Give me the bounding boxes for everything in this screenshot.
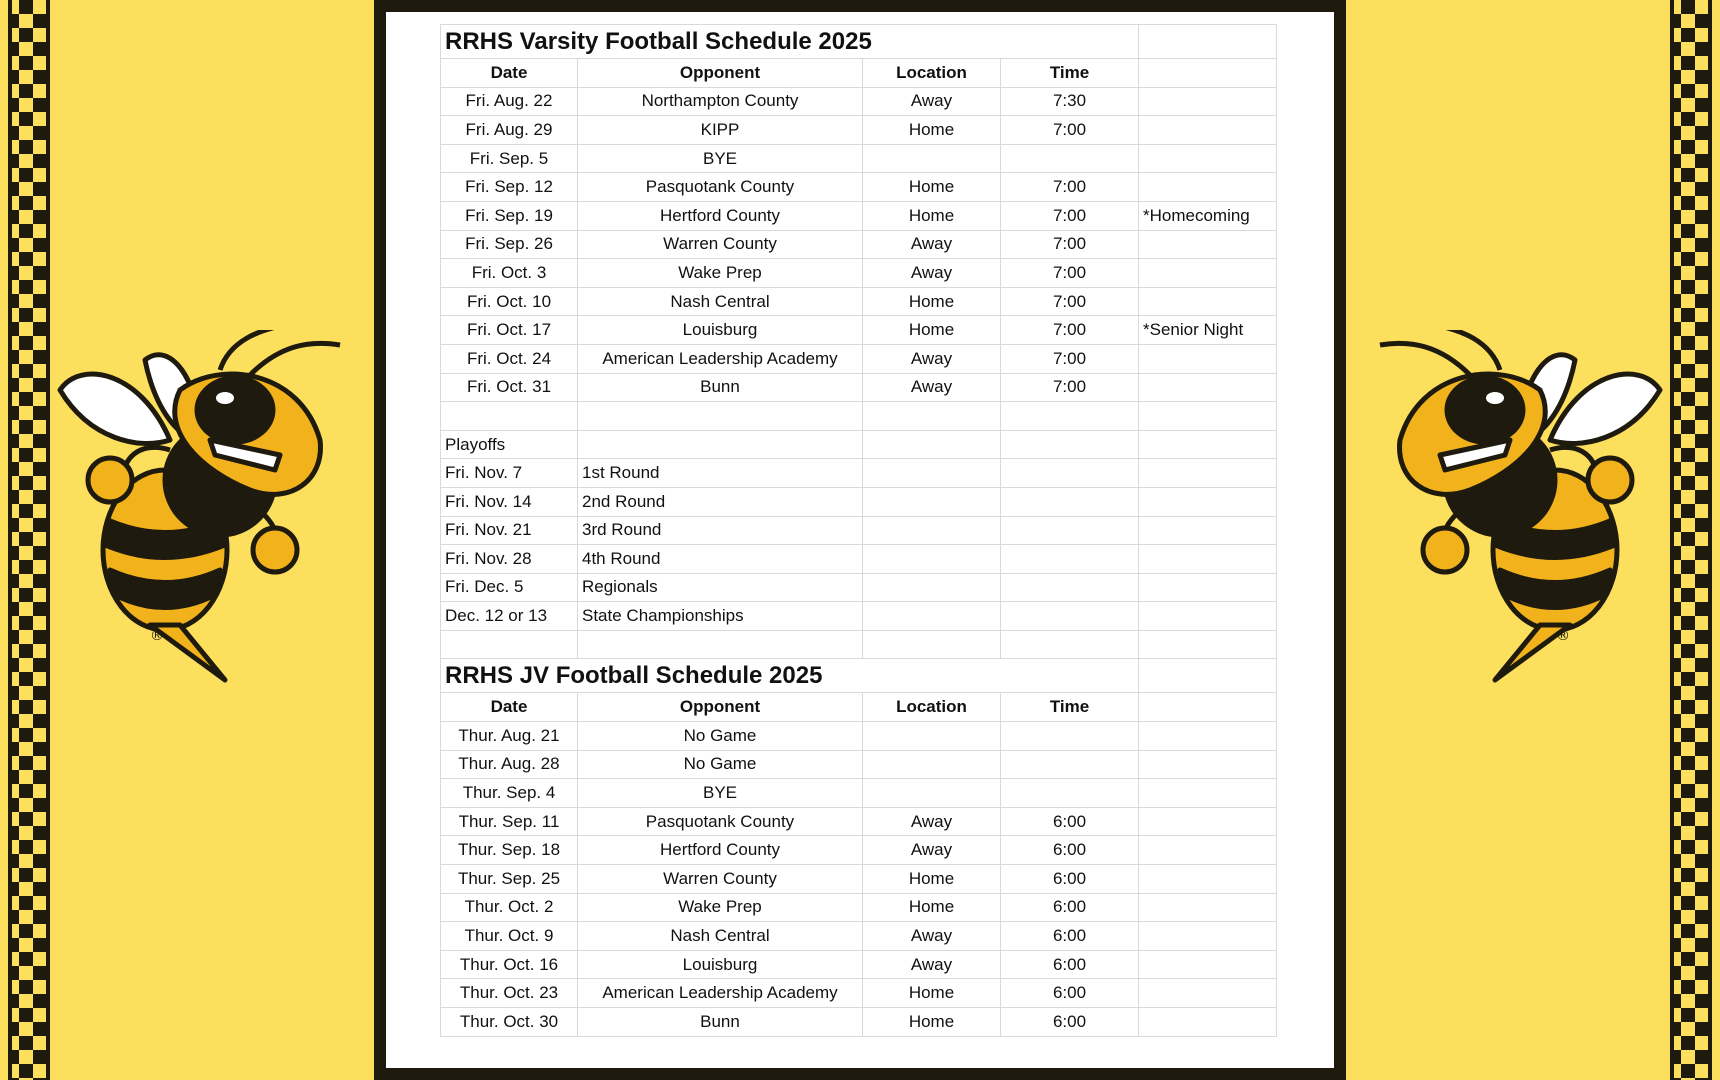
game-location: Away <box>863 87 1001 116</box>
varsity-title-row <box>441 25 1277 59</box>
game-date: Thur. Sep. 18 <box>441 836 578 865</box>
empty-cell <box>1001 459 1139 488</box>
empty-cell <box>1139 659 1277 693</box>
schedule-panel <box>374 0 1346 1080</box>
game-location <box>863 144 1001 173</box>
game-opponent: Warren County <box>578 230 863 259</box>
game-location: Home <box>863 893 1001 922</box>
game-note <box>1139 259 1277 288</box>
game-note: *Senior Night <box>1139 316 1277 345</box>
playoff-row <box>441 459 1277 488</box>
game-date: Thur. Oct. 9 <box>441 922 578 951</box>
varsity-game-row <box>441 201 1277 230</box>
game-opponent: Wake Prep <box>578 259 863 288</box>
game-opponent: Wake Prep <box>578 893 863 922</box>
game-time: 6:00 <box>1001 950 1139 979</box>
empty-cell <box>863 545 1001 574</box>
playoff-round: 1st Round <box>578 459 863 488</box>
game-time: 7:00 <box>1001 373 1139 402</box>
game-time: 6:00 <box>1001 1008 1139 1037</box>
game-location: Away <box>863 807 1001 836</box>
empty-cell <box>1139 573 1277 602</box>
game-note <box>1139 173 1277 202</box>
game-time: 6:00 <box>1001 979 1139 1008</box>
game-date: Thur. Aug. 21 <box>441 722 578 751</box>
game-opponent: Warren County <box>578 865 863 894</box>
empty-cell <box>863 602 1001 631</box>
varsity-title: RRHS Varsity Football Schedule 2025 <box>441 25 1139 59</box>
game-opponent: Pasquotank County <box>578 807 863 836</box>
playoff-round: 4th Round <box>578 545 863 574</box>
game-time: 7:00 <box>1001 344 1139 373</box>
schedule-table <box>440 24 1277 1037</box>
header-time: Time <box>1001 59 1139 88</box>
left-diamond-border <box>8 0 50 1080</box>
game-opponent: Hertford County <box>578 201 863 230</box>
varsity-game-row <box>441 344 1277 373</box>
empty-cell <box>1139 722 1277 751</box>
yellow-jacket-mascot-icon <box>50 330 380 700</box>
game-time: 6:00 <box>1001 893 1139 922</box>
game-time: 6:00 <box>1001 865 1139 894</box>
empty-cell <box>1001 602 1139 631</box>
empty-cell <box>1139 893 1277 922</box>
game-time: 7:00 <box>1001 173 1139 202</box>
varsity-game-row <box>441 316 1277 345</box>
empty-cell <box>1139 602 1277 631</box>
empty-cell <box>1139 693 1277 722</box>
game-date: Thur. Oct. 16 <box>441 950 578 979</box>
playoff-round: 2nd Round <box>578 487 863 516</box>
game-date: Thur. Aug. 28 <box>441 750 578 779</box>
header-date: Date <box>441 59 578 88</box>
game-date: Fri. Sep. 19 <box>441 201 578 230</box>
jv-game-row <box>441 893 1277 922</box>
game-date: Fri. Sep. 5 <box>441 144 578 173</box>
empty-cell <box>1001 487 1139 516</box>
game-date: Fri. Oct. 17 <box>441 316 578 345</box>
game-opponent: Louisburg <box>578 950 863 979</box>
varsity-game-row <box>441 230 1277 259</box>
jv-game-row <box>441 865 1277 894</box>
game-date: Thur. Sep. 4 <box>441 779 578 808</box>
game-opponent: BYE <box>578 779 863 808</box>
empty-cell <box>1001 545 1139 574</box>
spacer-row <box>441 402 1277 431</box>
empty-cell <box>1139 836 1277 865</box>
header-date: Date <box>441 693 578 722</box>
game-location <box>863 779 1001 808</box>
game-opponent: Pasquotank County <box>578 173 863 202</box>
game-opponent: BYE <box>578 144 863 173</box>
game-date: Thur. Oct. 2 <box>441 893 578 922</box>
game-time: 7:30 <box>1001 87 1139 116</box>
game-location: Away <box>863 344 1001 373</box>
jv-game-row <box>441 722 1277 751</box>
game-time: 7:00 <box>1001 116 1139 145</box>
game-opponent: Nash Central <box>578 287 863 316</box>
game-time: 6:00 <box>1001 836 1139 865</box>
game-time: 6:00 <box>1001 807 1139 836</box>
game-note <box>1139 344 1277 373</box>
jv-game-row <box>441 922 1277 951</box>
game-location: Home <box>863 865 1001 894</box>
game-date: Fri. Oct. 10 <box>441 287 578 316</box>
game-date: Thur. Sep. 11 <box>441 807 578 836</box>
header-time: Time <box>1001 693 1139 722</box>
varsity-game-row <box>441 287 1277 316</box>
game-location: Away <box>863 836 1001 865</box>
empty-cell <box>1139 950 1277 979</box>
empty-cell <box>863 573 1001 602</box>
game-opponent: No Game <box>578 722 863 751</box>
empty-cell <box>863 487 1001 516</box>
playoff-row <box>441 602 1277 631</box>
game-note <box>1139 144 1277 173</box>
playoff-date: Fri. Dec. 5 <box>441 573 578 602</box>
header-location: Location <box>863 693 1001 722</box>
game-location <box>863 722 1001 751</box>
jv-header-row <box>441 693 1277 722</box>
playoff-date: Fri. Nov. 7 <box>441 459 578 488</box>
spacer-row <box>441 630 1277 659</box>
empty-cell <box>1139 979 1277 1008</box>
jv-game-row <box>441 979 1277 1008</box>
jv-title-row <box>441 659 1277 693</box>
game-location: Home <box>863 979 1001 1008</box>
game-note <box>1139 116 1277 145</box>
game-date: Fri. Aug. 22 <box>441 87 578 116</box>
playoff-round: State Championships <box>578 602 863 631</box>
empty-cell <box>863 459 1001 488</box>
varsity-game-row <box>441 144 1277 173</box>
empty-cell <box>1139 459 1277 488</box>
game-time: 7:00 <box>1001 201 1139 230</box>
varsity-game-row <box>441 373 1277 402</box>
game-location: Away <box>863 259 1001 288</box>
playoffs-label-row <box>441 430 1277 459</box>
game-time <box>1001 779 1139 808</box>
game-time: 7:00 <box>1001 230 1139 259</box>
game-date: Fri. Oct. 31 <box>441 373 578 402</box>
game-opponent: American Leadership Academy <box>578 344 863 373</box>
game-time: 7:00 <box>1001 287 1139 316</box>
jv-game-row <box>441 1008 1277 1037</box>
varsity-header-row <box>441 59 1277 88</box>
game-location: Home <box>863 287 1001 316</box>
game-location: Home <box>863 316 1001 345</box>
game-opponent: Louisburg <box>578 316 863 345</box>
game-date: Fri. Oct. 3 <box>441 259 578 288</box>
varsity-game-row <box>441 259 1277 288</box>
header-opponent: Opponent <box>578 693 863 722</box>
game-note: *Homecoming <box>1139 201 1277 230</box>
game-location: Home <box>863 1008 1001 1037</box>
registered-mark: ® <box>1556 628 1570 644</box>
right-diamond-border <box>1670 0 1712 1080</box>
playoff-date: Fri. Nov. 14 <box>441 487 578 516</box>
game-date: Fri. Sep. 12 <box>441 173 578 202</box>
empty-cell <box>1139 25 1277 59</box>
game-note <box>1139 87 1277 116</box>
game-time <box>1001 722 1139 751</box>
varsity-game-row <box>441 116 1277 145</box>
game-opponent: American Leadership Academy <box>578 979 863 1008</box>
playoff-date: Fri. Nov. 21 <box>441 516 578 545</box>
registered-mark: ® <box>150 628 164 644</box>
game-opponent: Northampton County <box>578 87 863 116</box>
game-location: Away <box>863 922 1001 951</box>
empty-cell <box>1139 487 1277 516</box>
game-opponent: Hertford County <box>578 836 863 865</box>
jv-game-row <box>441 807 1277 836</box>
header-location: Location <box>863 59 1001 88</box>
jv-game-row <box>441 750 1277 779</box>
game-time: 7:00 <box>1001 316 1139 345</box>
game-date: Thur. Oct. 30 <box>441 1008 578 1037</box>
game-opponent: KIPP <box>578 116 863 145</box>
game-location: Away <box>863 230 1001 259</box>
game-location <box>863 750 1001 779</box>
game-location: Home <box>863 116 1001 145</box>
game-time: 6:00 <box>1001 922 1139 951</box>
game-opponent: Nash Central <box>578 922 863 951</box>
game-date: Fri. Oct. 24 <box>441 344 578 373</box>
game-opponent: No Game <box>578 750 863 779</box>
game-opponent: Bunn <box>578 373 863 402</box>
playoff-date: Fri. Nov. 28 <box>441 545 578 574</box>
empty-cell <box>1139 865 1277 894</box>
game-location: Home <box>863 173 1001 202</box>
playoff-row <box>441 573 1277 602</box>
schedule-sheet <box>386 12 1334 1068</box>
playoff-row <box>441 545 1277 574</box>
yellow-jacket-mascot-icon <box>1340 330 1670 700</box>
header-opponent: Opponent <box>578 59 863 88</box>
game-time: 7:00 <box>1001 259 1139 288</box>
game-note <box>1139 373 1277 402</box>
jv-game-row <box>441 779 1277 808</box>
empty-cell <box>1139 516 1277 545</box>
playoff-round: Regionals <box>578 573 863 602</box>
game-date: Fri. Aug. 29 <box>441 116 578 145</box>
game-time <box>1001 750 1139 779</box>
game-time <box>1001 144 1139 173</box>
empty-cell <box>1139 807 1277 836</box>
jv-title: RRHS JV Football Schedule 2025 <box>441 659 1139 693</box>
empty-cell <box>1001 573 1139 602</box>
varsity-game-row <box>441 87 1277 116</box>
playoff-round: 3rd Round <box>578 516 863 545</box>
empty-cell <box>1001 516 1139 545</box>
empty-cell <box>1139 545 1277 574</box>
empty-cell <box>863 516 1001 545</box>
game-date: Thur. Sep. 25 <box>441 865 578 894</box>
game-date: Fri. Sep. 26 <box>441 230 578 259</box>
game-date: Thur. Oct. 23 <box>441 979 578 1008</box>
game-location: Away <box>863 373 1001 402</box>
empty-cell <box>1139 750 1277 779</box>
empty-cell <box>1139 59 1277 88</box>
game-location: Away <box>863 950 1001 979</box>
playoff-date: Dec. 12 or 13 <box>441 602 578 631</box>
jv-game-row <box>441 836 1277 865</box>
empty-cell <box>1139 1008 1277 1037</box>
playoff-row <box>441 487 1277 516</box>
empty-cell <box>1139 779 1277 808</box>
empty-cell <box>1139 922 1277 951</box>
game-note <box>1139 287 1277 316</box>
playoffs-label: Playoffs <box>441 430 578 459</box>
varsity-game-row <box>441 173 1277 202</box>
playoff-row <box>441 516 1277 545</box>
jv-game-row <box>441 950 1277 979</box>
game-note <box>1139 230 1277 259</box>
game-location: Home <box>863 201 1001 230</box>
game-opponent: Bunn <box>578 1008 863 1037</box>
